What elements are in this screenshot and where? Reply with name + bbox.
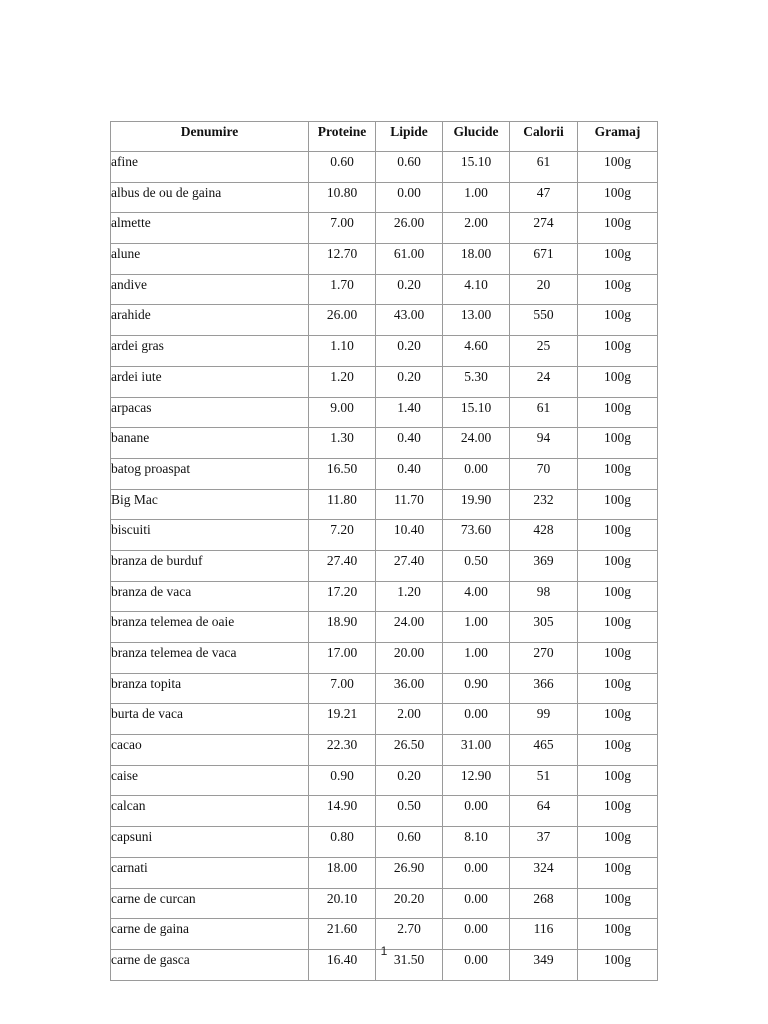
calorii-cell: 25 — [510, 336, 578, 367]
proteine-cell: 14.90 — [309, 796, 376, 827]
glucide-cell: 5.30 — [443, 366, 510, 397]
calorii-cell: 37 — [510, 827, 578, 858]
lipide-cell: 0.60 — [376, 152, 443, 183]
glucide-cell: 0.00 — [443, 949, 510, 980]
gramaj-cell: 100g — [578, 458, 658, 489]
table-row — [111, 704, 658, 735]
proteine-cell: 0.90 — [309, 765, 376, 796]
calorii-cell: 99 — [510, 704, 578, 735]
gramaj-cell: 100g — [578, 336, 658, 367]
table-header-row — [111, 122, 658, 152]
lipide-cell: 0.40 — [376, 428, 443, 459]
gramaj-cell: 100g — [578, 366, 658, 397]
table-row — [111, 827, 658, 858]
lipide-cell: 1.40 — [376, 397, 443, 428]
glucide-cell: 19.90 — [443, 489, 510, 520]
proteine-cell: 20.10 — [309, 888, 376, 919]
lipide-cell: 0.50 — [376, 796, 443, 827]
calorii-cell: 70 — [510, 458, 578, 489]
food-name-cell: cacao — [111, 735, 309, 766]
lipide-cell: 0.20 — [376, 336, 443, 367]
table-row — [111, 796, 658, 827]
proteine-cell: 7.00 — [309, 673, 376, 704]
lipide-cell: 1.20 — [376, 581, 443, 612]
calorii-cell: 98 — [510, 581, 578, 612]
food-name-cell: carne de gasca — [111, 949, 309, 980]
gramaj-cell: 100g — [578, 428, 658, 459]
table-row — [111, 888, 658, 919]
food-name-cell: arpacas — [111, 397, 309, 428]
calorii-cell: 94 — [510, 428, 578, 459]
table-body — [111, 152, 658, 981]
gramaj-cell: 100g — [578, 550, 658, 581]
calorii-cell: 671 — [510, 244, 578, 275]
food-name-cell: biscuiti — [111, 520, 309, 551]
header-gramaj: Gramaj — [578, 122, 658, 152]
table-row — [111, 366, 658, 397]
lipide-cell: 11.70 — [376, 489, 443, 520]
lipide-cell: 36.00 — [376, 673, 443, 704]
table-row — [111, 673, 658, 704]
glucide-cell: 4.00 — [443, 581, 510, 612]
food-name-cell: capsuni — [111, 827, 309, 858]
glucide-cell: 15.10 — [443, 152, 510, 183]
glucide-cell: 73.60 — [443, 520, 510, 551]
food-name-cell: andive — [111, 274, 309, 305]
calorii-cell: 465 — [510, 735, 578, 766]
proteine-cell: 16.40 — [309, 949, 376, 980]
lipide-cell: 0.60 — [376, 827, 443, 858]
glucide-cell: 24.00 — [443, 428, 510, 459]
glucide-cell: 0.00 — [443, 704, 510, 735]
gramaj-cell: 100g — [578, 213, 658, 244]
glucide-cell: 0.00 — [443, 458, 510, 489]
proteine-cell: 19.21 — [309, 704, 376, 735]
lipide-cell: 26.50 — [376, 735, 443, 766]
table-row — [111, 612, 658, 643]
proteine-cell: 1.30 — [309, 428, 376, 459]
food-name-cell: Big Mac — [111, 489, 309, 520]
calorii-cell: 324 — [510, 857, 578, 888]
glucide-cell: 0.50 — [443, 550, 510, 581]
lipide-cell: 2.00 — [376, 704, 443, 735]
calorii-cell: 369 — [510, 550, 578, 581]
header-lipide: Lipide — [376, 122, 443, 152]
lipide-cell: 26.90 — [376, 857, 443, 888]
table-row — [111, 428, 658, 459]
gramaj-cell: 100g — [578, 735, 658, 766]
calorii-cell: 64 — [510, 796, 578, 827]
glucide-cell: 0.00 — [443, 919, 510, 950]
calorii-cell: 116 — [510, 919, 578, 950]
gramaj-cell: 100g — [578, 888, 658, 919]
food-name-cell: arahide — [111, 305, 309, 336]
calorii-cell: 61 — [510, 152, 578, 183]
food-name-cell: afine — [111, 152, 309, 183]
gramaj-cell: 100g — [578, 397, 658, 428]
header-proteine: Proteine — [309, 122, 376, 152]
lipide-cell: 31.50 — [376, 949, 443, 980]
nutrition-table — [110, 121, 658, 981]
food-name-cell: burta de vaca — [111, 704, 309, 735]
calorii-cell: 268 — [510, 888, 578, 919]
lipide-cell: 26.00 — [376, 213, 443, 244]
table-row — [111, 182, 658, 213]
lipide-cell: 0.00 — [376, 182, 443, 213]
food-name-cell: caise — [111, 765, 309, 796]
lipide-cell: 0.40 — [376, 458, 443, 489]
lipide-cell: 2.70 — [376, 919, 443, 950]
header-denumire: Denumire — [111, 122, 309, 152]
table-row — [111, 305, 658, 336]
gramaj-cell: 100g — [578, 949, 658, 980]
glucide-cell: 4.60 — [443, 336, 510, 367]
calorii-cell: 274 — [510, 213, 578, 244]
proteine-cell: 17.20 — [309, 581, 376, 612]
lipide-cell: 61.00 — [376, 244, 443, 275]
proteine-cell: 1.10 — [309, 336, 376, 367]
glucide-cell: 31.00 — [443, 735, 510, 766]
calorii-cell: 232 — [510, 489, 578, 520]
table-row — [111, 550, 658, 581]
glucide-cell: 13.00 — [443, 305, 510, 336]
calorii-cell: 366 — [510, 673, 578, 704]
lipide-cell: 27.40 — [376, 550, 443, 581]
food-name-cell: carne de gaina — [111, 919, 309, 950]
gramaj-cell: 100g — [578, 520, 658, 551]
page-number: 1 — [380, 944, 388, 958]
proteine-cell: 7.20 — [309, 520, 376, 551]
table-row — [111, 489, 658, 520]
proteine-cell: 1.20 — [309, 366, 376, 397]
table-row — [111, 213, 658, 244]
table-row — [111, 765, 658, 796]
gramaj-cell: 100g — [578, 152, 658, 183]
glucide-cell: 8.10 — [443, 827, 510, 858]
table-row — [111, 735, 658, 766]
food-name-cell: calcan — [111, 796, 309, 827]
calorii-cell: 20 — [510, 274, 578, 305]
header-calorii: Calorii — [510, 122, 578, 152]
calorii-cell: 349 — [510, 949, 578, 980]
table-row — [111, 336, 658, 367]
lipide-cell: 0.20 — [376, 366, 443, 397]
lipide-cell: 43.00 — [376, 305, 443, 336]
proteine-cell: 21.60 — [309, 919, 376, 950]
gramaj-cell: 100g — [578, 673, 658, 704]
gramaj-cell: 100g — [578, 182, 658, 213]
gramaj-cell: 100g — [578, 857, 658, 888]
proteine-cell: 10.80 — [309, 182, 376, 213]
food-name-cell: carnati — [111, 857, 309, 888]
table-row — [111, 643, 658, 674]
proteine-cell: 9.00 — [309, 397, 376, 428]
calorii-cell: 305 — [510, 612, 578, 643]
calorii-cell: 270 — [510, 643, 578, 674]
glucide-cell: 18.00 — [443, 244, 510, 275]
proteine-cell: 16.50 — [309, 458, 376, 489]
calorii-cell: 47 — [510, 182, 578, 213]
glucide-cell: 0.00 — [443, 796, 510, 827]
table-row — [111, 458, 658, 489]
lipide-cell: 24.00 — [376, 612, 443, 643]
gramaj-cell: 100g — [578, 612, 658, 643]
table-row — [111, 397, 658, 428]
glucide-cell: 4.10 — [443, 274, 510, 305]
proteine-cell: 0.60 — [309, 152, 376, 183]
gramaj-cell: 100g — [578, 274, 658, 305]
proteine-cell: 22.30 — [309, 735, 376, 766]
gramaj-cell: 100g — [578, 643, 658, 674]
calorii-cell: 550 — [510, 305, 578, 336]
gramaj-cell: 100g — [578, 919, 658, 950]
proteine-cell: 0.80 — [309, 827, 376, 858]
proteine-cell: 18.90 — [309, 612, 376, 643]
glucide-cell: 1.00 — [443, 643, 510, 674]
proteine-cell: 12.70 — [309, 244, 376, 275]
food-name-cell: carne de curcan — [111, 888, 309, 919]
glucide-cell: 12.90 — [443, 765, 510, 796]
food-name-cell: alune — [111, 244, 309, 275]
lipide-cell: 0.20 — [376, 765, 443, 796]
glucide-cell: 2.00 — [443, 213, 510, 244]
gramaj-cell: 100g — [578, 581, 658, 612]
calorii-cell: 428 — [510, 520, 578, 551]
food-name-cell: branza de vaca — [111, 581, 309, 612]
glucide-cell: 0.90 — [443, 673, 510, 704]
table-row — [111, 520, 658, 551]
lipide-cell: 20.00 — [376, 643, 443, 674]
proteine-cell: 18.00 — [309, 857, 376, 888]
glucide-cell: 0.00 — [443, 888, 510, 919]
gramaj-cell: 100g — [578, 796, 658, 827]
proteine-cell: 1.70 — [309, 274, 376, 305]
food-name-cell: branza de burduf — [111, 550, 309, 581]
calorii-cell: 61 — [510, 397, 578, 428]
glucide-cell: 1.00 — [443, 612, 510, 643]
lipide-cell: 10.40 — [376, 520, 443, 551]
proteine-cell: 26.00 — [309, 305, 376, 336]
calorii-cell: 24 — [510, 366, 578, 397]
food-name-cell: ardei iute — [111, 366, 309, 397]
calorii-cell: 51 — [510, 765, 578, 796]
gramaj-cell: 100g — [578, 827, 658, 858]
gramaj-cell: 100g — [578, 489, 658, 520]
proteine-cell: 27.40 — [309, 550, 376, 581]
food-name-cell: branza telemea de vaca — [111, 643, 309, 674]
food-name-cell: banane — [111, 428, 309, 459]
gramaj-cell: 100g — [578, 704, 658, 735]
food-name-cell: branza telemea de oaie — [111, 612, 309, 643]
gramaj-cell: 100g — [578, 765, 658, 796]
glucide-cell: 0.00 — [443, 857, 510, 888]
table-row — [111, 152, 658, 183]
lipide-cell: 20.20 — [376, 888, 443, 919]
gramaj-cell: 100g — [578, 244, 658, 275]
food-name-cell: albus de ou de gaina — [111, 182, 309, 213]
proteine-cell: 7.00 — [309, 213, 376, 244]
food-name-cell: batog proaspat — [111, 458, 309, 489]
glucide-cell: 1.00 — [443, 182, 510, 213]
proteine-cell: 17.00 — [309, 643, 376, 674]
proteine-cell: 11.80 — [309, 489, 376, 520]
table-row — [111, 244, 658, 275]
table-row — [111, 274, 658, 305]
header-glucide: Glucide — [443, 122, 510, 152]
glucide-cell: 15.10 — [443, 397, 510, 428]
lipide-cell: 0.20 — [376, 274, 443, 305]
food-name-cell: branza topita — [111, 673, 309, 704]
food-name-cell: almette — [111, 213, 309, 244]
gramaj-cell: 100g — [578, 305, 658, 336]
food-name-cell: ardei gras — [111, 336, 309, 367]
table-row — [111, 857, 658, 888]
table-row — [111, 581, 658, 612]
